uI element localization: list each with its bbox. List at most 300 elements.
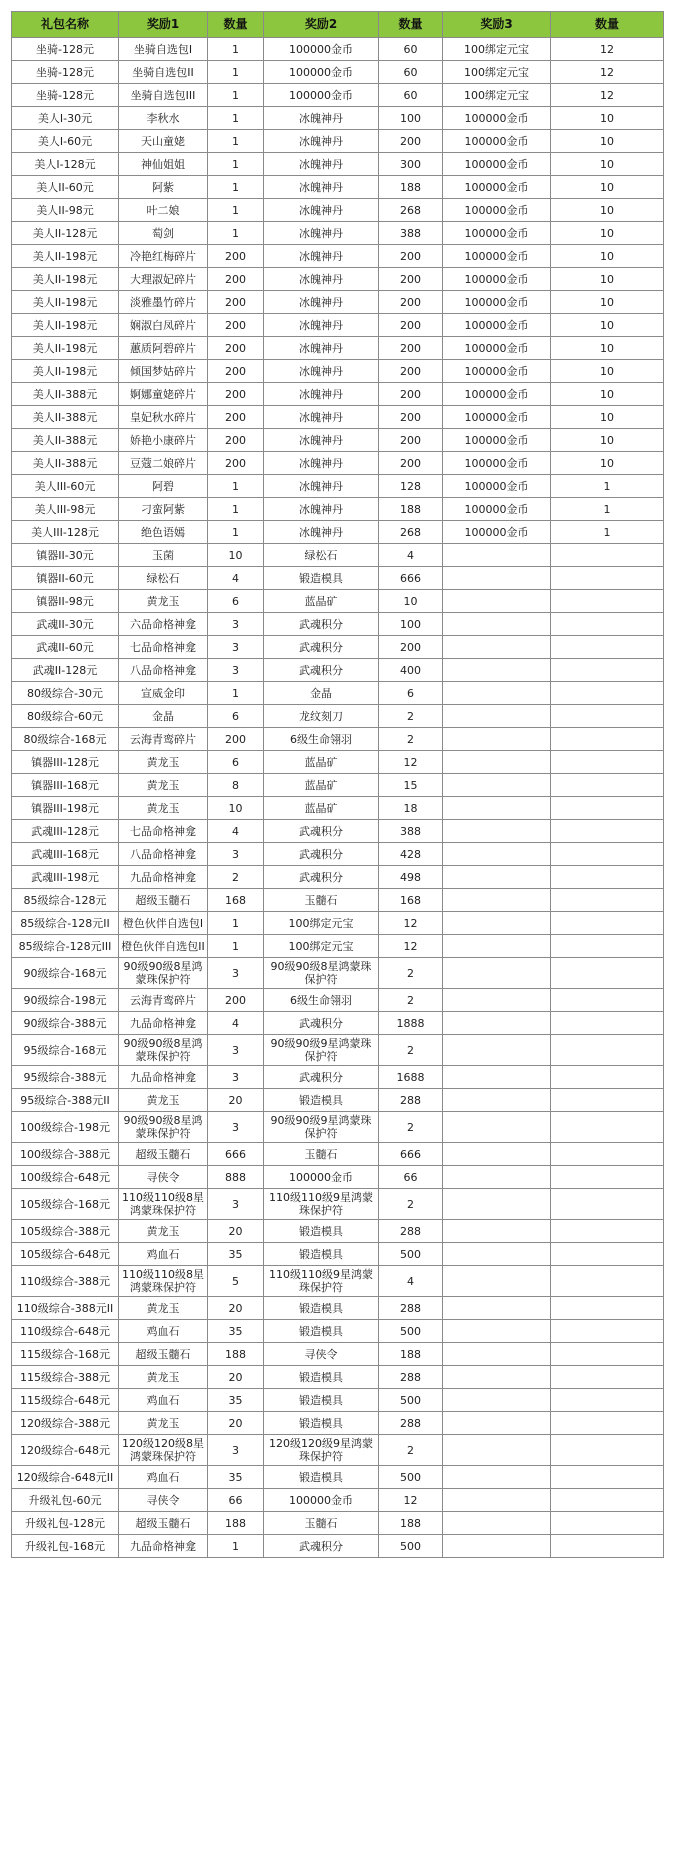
cell-pack-name: 坐骑-128元 [12,84,119,107]
cell-pack-name: 105级综合-648元 [12,1243,119,1266]
cell-pack-name: 110级综合-388元II [12,1297,119,1320]
cell-reward-3 [443,1489,551,1512]
cell-reward-1: 鸡血石 [119,1320,208,1343]
cell-reward-2: 冰魄神丹 [264,130,379,153]
table-row [12,268,664,291]
cell-qty-3: 12 [551,61,664,84]
cell-reward-2: 锻造模具 [264,1089,379,1112]
cell-qty-2: 666 [379,1143,443,1166]
cell-qty-2: 100 [379,107,443,130]
table-row [12,774,664,797]
cell-qty-1: 6 [208,705,264,728]
cell-qty-1: 3 [208,1066,264,1089]
cell-reward-2: 玉髓石 [264,1512,379,1535]
cell-qty-2: 288 [379,1412,443,1435]
cell-qty-1: 1 [208,498,264,521]
cell-qty-2: 12 [379,1489,443,1512]
cell-qty-1: 3 [208,843,264,866]
cell-reward-1: 绿松石 [119,567,208,590]
cell-reward-2: 武魂积分 [264,1066,379,1089]
cell-reward-2: 6级生命翎羽 [264,989,379,1012]
cell-qty-1: 1 [208,61,264,84]
cell-qty-3 [551,728,664,751]
cell-reward-3: 100绑定元宝 [443,84,551,107]
cell-qty-2: 500 [379,1320,443,1343]
cell-reward-3 [443,1166,551,1189]
cell-qty-1: 1 [208,176,264,199]
table-row [12,1389,664,1412]
cell-qty-1: 1 [208,222,264,245]
cell-reward-2: 冰魄神丹 [264,107,379,130]
cell-qty-2: 2 [379,989,443,1012]
cell-reward-1: 八品命格神龛 [119,659,208,682]
cell-reward-3: 100000金币 [443,268,551,291]
cell-reward-2: 冰魄神丹 [264,383,379,406]
table-row [12,452,664,475]
table-row [12,705,664,728]
cell-reward-1: 阿紫 [119,176,208,199]
cell-qty-3: 10 [551,314,664,337]
cell-qty-3: 10 [551,383,664,406]
table-row [12,61,664,84]
cell-reward-3 [443,1389,551,1412]
cell-pack-name: 80级综合-30元 [12,682,119,705]
cell-reward-2: 锻造模具 [264,1297,379,1320]
cell-pack-name: 120级综合-388元 [12,1412,119,1435]
cell-qty-1: 200 [208,360,264,383]
cell-reward-3 [443,590,551,613]
header-qty-1: 数量 [208,12,264,38]
cell-pack-name: 镇器II-98元 [12,590,119,613]
cell-pack-name: 美人III-60元 [12,475,119,498]
cell-qty-3 [551,1243,664,1266]
cell-reward-3: 100000金币 [443,245,551,268]
cell-qty-2: 128 [379,475,443,498]
cell-pack-name: 美人II-198元 [12,291,119,314]
cell-pack-name: 升级礼包-128元 [12,1512,119,1535]
cell-qty-3 [551,866,664,889]
cell-reward-3: 100000金币 [443,153,551,176]
cell-pack-name: 美人II-388元 [12,429,119,452]
cell-qty-2: 288 [379,1297,443,1320]
cell-qty-2: 2 [379,1112,443,1143]
cell-reward-2: 武魂积分 [264,866,379,889]
cell-reward-2: 冰魄神丹 [264,314,379,337]
cell-reward-1: 超级玉髓石 [119,889,208,912]
cell-pack-name: 90级综合-198元 [12,989,119,1012]
cell-reward-2: 玉髓石 [264,889,379,912]
cell-reward-1: 淡雅墨竹碎片 [119,291,208,314]
cell-qty-1: 1 [208,682,264,705]
cell-reward-3 [443,1412,551,1435]
cell-qty-2: 666 [379,567,443,590]
cell-reward-2: 100000金币 [264,84,379,107]
cell-qty-2: 188 [379,1343,443,1366]
cell-qty-2: 100 [379,613,443,636]
cell-qty-1: 200 [208,268,264,291]
cell-qty-1: 1 [208,475,264,498]
cell-reward-2: 冰魄神丹 [264,153,379,176]
table-row [12,153,664,176]
cell-reward-3 [443,567,551,590]
table-row [12,1189,664,1220]
cell-reward-1: 七品命格神龛 [119,636,208,659]
cell-qty-3 [551,797,664,820]
cell-qty-2: 498 [379,866,443,889]
table-row [12,1143,664,1166]
cell-reward-1: 娇艳小康碎片 [119,429,208,452]
table-row [12,1297,664,1320]
cell-reward-1: 云海青鸾碎片 [119,989,208,1012]
cell-reward-3: 100000金币 [443,360,551,383]
cell-pack-name: 武魂II-30元 [12,613,119,636]
cell-reward-2: 锻造模具 [264,1389,379,1412]
cell-qty-2: 200 [379,406,443,429]
table-row [12,314,664,337]
cell-reward-2: 110级110级9星鸿蒙珠保护符 [264,1189,379,1220]
table-row [12,1066,664,1089]
cell-pack-name: 美人II-198元 [12,337,119,360]
cell-reward-2: 锻造模具 [264,567,379,590]
cell-reward-1: 娴淑白凤碎片 [119,314,208,337]
cell-reward-1: 黄龙玉 [119,1220,208,1243]
cell-qty-3: 12 [551,84,664,107]
cell-pack-name: 武魂III-198元 [12,866,119,889]
table-row [12,38,664,61]
table-row [12,1220,664,1243]
cell-qty-3 [551,1412,664,1435]
cell-qty-3 [551,1297,664,1320]
cell-reward-1: 寻侠令 [119,1489,208,1512]
cell-pack-name: 115级综合-388元 [12,1366,119,1389]
cell-qty-2: 4 [379,544,443,567]
cell-reward-3 [443,1435,551,1466]
cell-reward-1: 冷艳红梅碎片 [119,245,208,268]
cell-qty-2: 200 [379,337,443,360]
cell-reward-2: 冰魄神丹 [264,245,379,268]
cell-qty-1: 10 [208,544,264,567]
cell-reward-1: 超级玉髓石 [119,1343,208,1366]
cell-qty-1: 1 [208,153,264,176]
cell-reward-3 [443,820,551,843]
cell-reward-1: 黄龙玉 [119,590,208,613]
table-row [12,728,664,751]
cell-reward-2: 冰魄神丹 [264,291,379,314]
cell-qty-2: 200 [379,636,443,659]
cell-qty-2: 200 [379,245,443,268]
cell-qty-1: 35 [208,1320,264,1343]
cell-qty-1: 2 [208,866,264,889]
cell-reward-1: 萄剑 [119,222,208,245]
cell-reward-2: 100000金币 [264,1489,379,1512]
cell-qty-1: 4 [208,1012,264,1035]
cell-reward-1: 阿碧 [119,475,208,498]
cell-qty-3 [551,613,664,636]
cell-reward-3 [443,544,551,567]
cell-qty-3: 10 [551,452,664,475]
cell-reward-3: 100000金币 [443,314,551,337]
cell-pack-name: 115级综合-168元 [12,1343,119,1366]
cell-qty-1: 35 [208,1243,264,1266]
cell-reward-2: 蓝晶矿 [264,590,379,613]
cell-reward-2: 锻造模具 [264,1366,379,1389]
cell-reward-1: 90级90级8星鸿蒙珠保护符 [119,1035,208,1066]
cell-qty-2: 388 [379,820,443,843]
cell-pack-name: 115级综合-648元 [12,1389,119,1412]
cell-qty-3: 1 [551,498,664,521]
cell-qty-1: 168 [208,889,264,912]
table-row [12,843,664,866]
cell-pack-name: 美人II-198元 [12,268,119,291]
cell-qty-1: 200 [208,989,264,1012]
cell-qty-3 [551,682,664,705]
cell-reward-3 [443,728,551,751]
table-row [12,176,664,199]
cell-reward-2: 金晶 [264,682,379,705]
cell-qty-1: 3 [208,613,264,636]
cell-qty-3 [551,889,664,912]
cell-reward-3: 100000金币 [443,222,551,245]
cell-reward-2: 90级90级9星鸿蒙珠保护符 [264,1035,379,1066]
cell-qty-2: 1888 [379,1012,443,1035]
cell-qty-3 [551,1012,664,1035]
table-row [12,107,664,130]
cell-reward-3 [443,659,551,682]
cell-pack-name: 美人II-128元 [12,222,119,245]
cell-qty-3 [551,843,664,866]
cell-qty-3 [551,705,664,728]
cell-reward-2: 锻造模具 [264,1243,379,1266]
cell-qty-3 [551,544,664,567]
cell-pack-name: 美人II-388元 [12,452,119,475]
cell-pack-name: 80级综合-60元 [12,705,119,728]
cell-reward-1: 黄龙玉 [119,774,208,797]
cell-reward-2: 100000金币 [264,1166,379,1189]
table-row [12,590,664,613]
table-row [12,498,664,521]
cell-reward-1: 六品命格神龛 [119,613,208,636]
table-row [12,1266,664,1297]
cell-reward-2: 玉髓石 [264,1143,379,1166]
cell-reward-1: 九品命格神龛 [119,866,208,889]
cell-qty-3: 10 [551,176,664,199]
gift-pack-table [11,11,664,1558]
cell-qty-2: 2 [379,1035,443,1066]
cell-reward-1: 110级110级8星鸿蒙珠保护符 [119,1189,208,1220]
cell-qty-1: 35 [208,1466,264,1489]
cell-qty-3: 10 [551,291,664,314]
table-row [12,337,664,360]
cell-reward-3: 100000金币 [443,521,551,544]
cell-qty-3 [551,1189,664,1220]
cell-reward-3 [443,889,551,912]
cell-reward-3 [443,1266,551,1297]
cell-reward-2: 龙纹刻刀 [264,705,379,728]
table-row [12,1035,664,1066]
cell-qty-2: 2 [379,728,443,751]
cell-qty-2: 200 [379,130,443,153]
cell-reward-2: 冰魄神丹 [264,337,379,360]
table-row [12,1412,664,1435]
cell-reward-3 [443,1012,551,1035]
cell-qty-3: 10 [551,360,664,383]
header-row [12,12,664,38]
cell-pack-name: 美人II-198元 [12,245,119,268]
table-row [12,1366,664,1389]
cell-pack-name: 镇器III-198元 [12,797,119,820]
table-body [12,38,664,1558]
table-row [12,1466,664,1489]
cell-qty-1: 200 [208,337,264,360]
cell-qty-2: 66 [379,1166,443,1189]
cell-qty-3 [551,1112,664,1143]
cell-reward-1: 坐骑自选包III [119,84,208,107]
cell-reward-1: 天山童姥 [119,130,208,153]
cell-reward-1: 超级玉髓石 [119,1512,208,1535]
cell-qty-3: 10 [551,337,664,360]
cell-qty-3 [551,774,664,797]
cell-pack-name: 95级综合-388元II [12,1089,119,1112]
cell-qty-1: 3 [208,1112,264,1143]
cell-qty-3 [551,1366,664,1389]
cell-qty-3: 10 [551,199,664,222]
cell-reward-1: 超级玉髓石 [119,1143,208,1166]
table-row [12,130,664,153]
cell-reward-1: 橙色伙伴自选包II [119,935,208,958]
cell-pack-name: 美人II-98元 [12,199,119,222]
cell-reward-1: 金晶 [119,705,208,728]
cell-pack-name: 武魂II-128元 [12,659,119,682]
cell-reward-1: 黄龙玉 [119,751,208,774]
table-row [12,958,664,989]
cell-qty-3: 10 [551,245,664,268]
cell-reward-2: 武魂积分 [264,1012,379,1035]
cell-reward-3 [443,1243,551,1266]
cell-reward-3 [443,705,551,728]
table-row [12,1343,664,1366]
cell-pack-name: 85级综合-128元II [12,912,119,935]
cell-qty-2: 60 [379,38,443,61]
cell-reward-1: 黄龙玉 [119,1297,208,1320]
header-reward-2: 奖励2 [264,12,379,38]
cell-reward-3 [443,1512,551,1535]
cell-qty-2: 2 [379,1189,443,1220]
cell-reward-2: 冰魄神丹 [264,360,379,383]
cell-qty-3: 10 [551,406,664,429]
table-row [12,383,664,406]
table-row [12,84,664,107]
cell-reward-3 [443,1297,551,1320]
cell-pack-name: 升级礼包-60元 [12,1489,119,1512]
cell-reward-1: 大理淑妃碎片 [119,268,208,291]
cell-qty-2: 200 [379,452,443,475]
cell-reward-1: 玉菌 [119,544,208,567]
cell-qty-1: 200 [208,728,264,751]
cell-reward-2: 锻造模具 [264,1466,379,1489]
cell-qty-3: 12 [551,38,664,61]
cell-qty-2: 428 [379,843,443,866]
cell-qty-3 [551,1535,664,1558]
table-row [12,989,664,1012]
cell-qty-3 [551,1435,664,1466]
cell-qty-2: 288 [379,1089,443,1112]
cell-qty-3: 1 [551,521,664,544]
cell-qty-3 [551,989,664,1012]
cell-reward-3: 100绑定元宝 [443,61,551,84]
cell-reward-2: 蓝晶矿 [264,774,379,797]
cell-reward-2: 武魂积分 [264,820,379,843]
cell-qty-2: 60 [379,61,443,84]
cell-reward-3 [443,1066,551,1089]
table-row [12,1089,664,1112]
cell-reward-2: 锻造模具 [264,1220,379,1243]
table-row [12,866,664,889]
cell-pack-name: 美人II-198元 [12,314,119,337]
cell-qty-1: 35 [208,1389,264,1412]
cell-reward-1: 橙色伙伴自选包I [119,912,208,935]
table-row [12,429,664,452]
cell-qty-3: 10 [551,268,664,291]
cell-reward-2: 武魂积分 [264,613,379,636]
header-reward-3: 奖励3 [443,12,551,38]
cell-qty-1: 5 [208,1266,264,1297]
cell-reward-2: 90级90级9星鸿蒙珠保护符 [264,1112,379,1143]
cell-qty-3 [551,1389,664,1412]
cell-pack-name: 美人I-30元 [12,107,119,130]
cell-reward-2: 锻造模具 [264,1320,379,1343]
cell-qty-1: 3 [208,958,264,989]
cell-pack-name: 美人I-60元 [12,130,119,153]
cell-qty-3 [551,1489,664,1512]
table-row [12,820,664,843]
table-row [12,912,664,935]
cell-qty-3 [551,1320,664,1343]
cell-reward-3 [443,797,551,820]
cell-qty-3 [551,636,664,659]
cell-qty-3 [551,1220,664,1243]
cell-qty-2: 2 [379,1435,443,1466]
header-qty-3: 数量 [551,12,664,38]
cell-qty-1: 1 [208,84,264,107]
cell-pack-name: 美人III-128元 [12,521,119,544]
cell-pack-name: 美人I-128元 [12,153,119,176]
cell-reward-3 [443,1466,551,1489]
cell-qty-1: 20 [208,1089,264,1112]
cell-qty-3 [551,935,664,958]
cell-reward-3 [443,1143,551,1166]
cell-reward-1: 皇妃秋水碎片 [119,406,208,429]
table-row [12,1489,664,1512]
cell-pack-name: 100级综合-648元 [12,1166,119,1189]
cell-reward-3: 100000金币 [443,406,551,429]
cell-reward-3 [443,912,551,935]
cell-reward-2: 寻侠令 [264,1343,379,1366]
cell-reward-3 [443,1535,551,1558]
cell-qty-2: 60 [379,84,443,107]
cell-reward-1: 黄龙玉 [119,1366,208,1389]
cell-reward-3: 100000金币 [443,130,551,153]
cell-reward-1: 鸡血石 [119,1389,208,1412]
table-row [12,1243,664,1266]
cell-qty-1: 1 [208,38,264,61]
cell-qty-2: 200 [379,268,443,291]
cell-qty-2: 288 [379,1220,443,1243]
cell-qty-1: 20 [208,1297,264,1320]
cell-qty-3: 10 [551,429,664,452]
table-row [12,360,664,383]
cell-reward-1: 绝色语嫣 [119,521,208,544]
header-reward-1: 奖励1 [119,12,208,38]
